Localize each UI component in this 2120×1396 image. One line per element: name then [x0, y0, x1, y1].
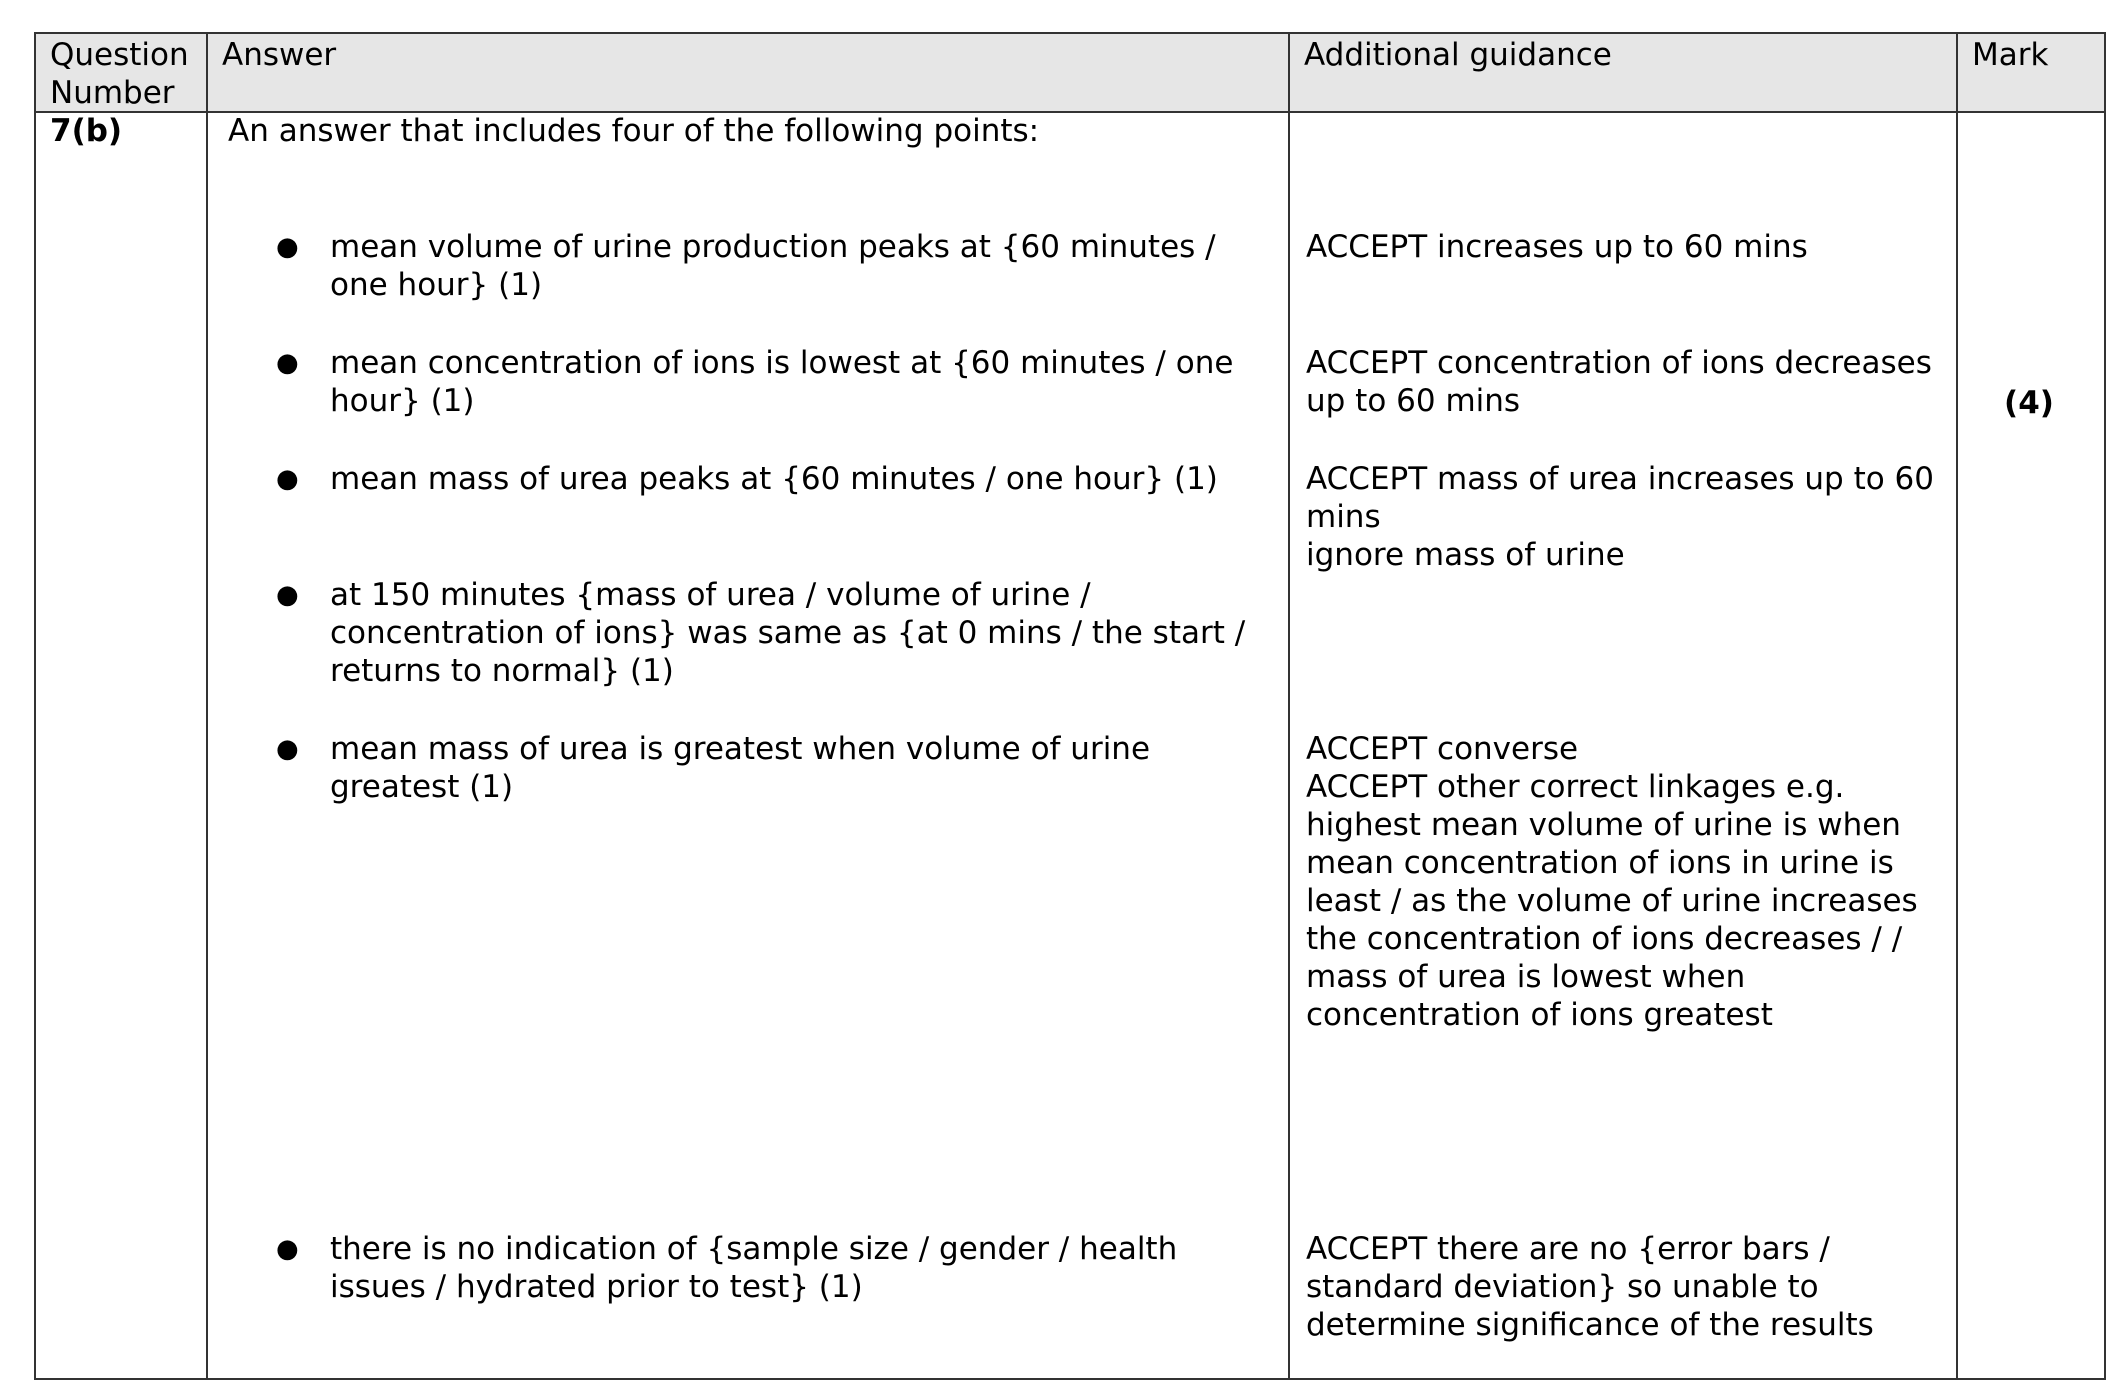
bullet-icon: ● [276, 734, 299, 764]
bullet-icon: ● [276, 1234, 299, 1264]
mark-value: (4) [2004, 385, 2054, 421]
answer-point: mean mass of urea is greatest when volume of urine greatest (1) [330, 731, 1151, 805]
guidance-text: ACCEPT concentration of ions decreases up to 60 mins [1306, 345, 1932, 419]
bullet-icon: ● [276, 580, 299, 610]
answer-point: at 150 minutes {mass of urea / volume of urine / concentration of ions} was same as {at 0 mins / the start / returns to normal} (1) [330, 577, 1246, 689]
bullet-icon: ● [276, 348, 299, 378]
guidance-text: ACCEPT converse ACCEPT other correct linkages e.g. highest mean volume of urine is when mean concentration of ions in urine is least / as the volume of urine increases the concentration of ions decreases / / mass of urea is lowest when concentration of ions greatest [1306, 731, 1918, 1033]
header-mark: Mark [1972, 37, 2049, 73]
bullet-icon: ● [276, 464, 299, 494]
guidance-text: ACCEPT increases up to 60 mins [1306, 229, 1808, 265]
answer-intro: An answer that includes four of the following points: [228, 113, 1040, 149]
header-answer: Answer [222, 37, 337, 73]
table-header [36, 34, 2104, 113]
question-number: 7(b) [50, 113, 123, 149]
answer-point: mean mass of urea peaks at {60 minutes / one hour} (1) [330, 461, 1218, 497]
answer-point: mean concentration of ions is lowest at {60 minutes / one hour} (1) [330, 345, 1234, 419]
header-question-number: Question Number [50, 37, 189, 111]
guidance-text: ACCEPT mass of urea increases up to 60 mins ignore mass of urine [1306, 461, 1935, 573]
answer-point: mean volume of urine production peaks at {60 minutes / one hour} (1) [330, 229, 1216, 303]
guidance-text: ACCEPT there are no {error bars / standard deviation} so unable to determine significance of the results [1306, 1231, 1874, 1343]
bullet-icon: ● [276, 232, 299, 262]
column-divider [206, 34, 208, 1378]
header-additional-guidance: Additional guidance [1304, 37, 1612, 73]
column-divider [1288, 34, 1290, 1378]
answer-point: there is no indication of {sample size / gender / health issues / hydrated prior to test} (1) [330, 1231, 1178, 1305]
